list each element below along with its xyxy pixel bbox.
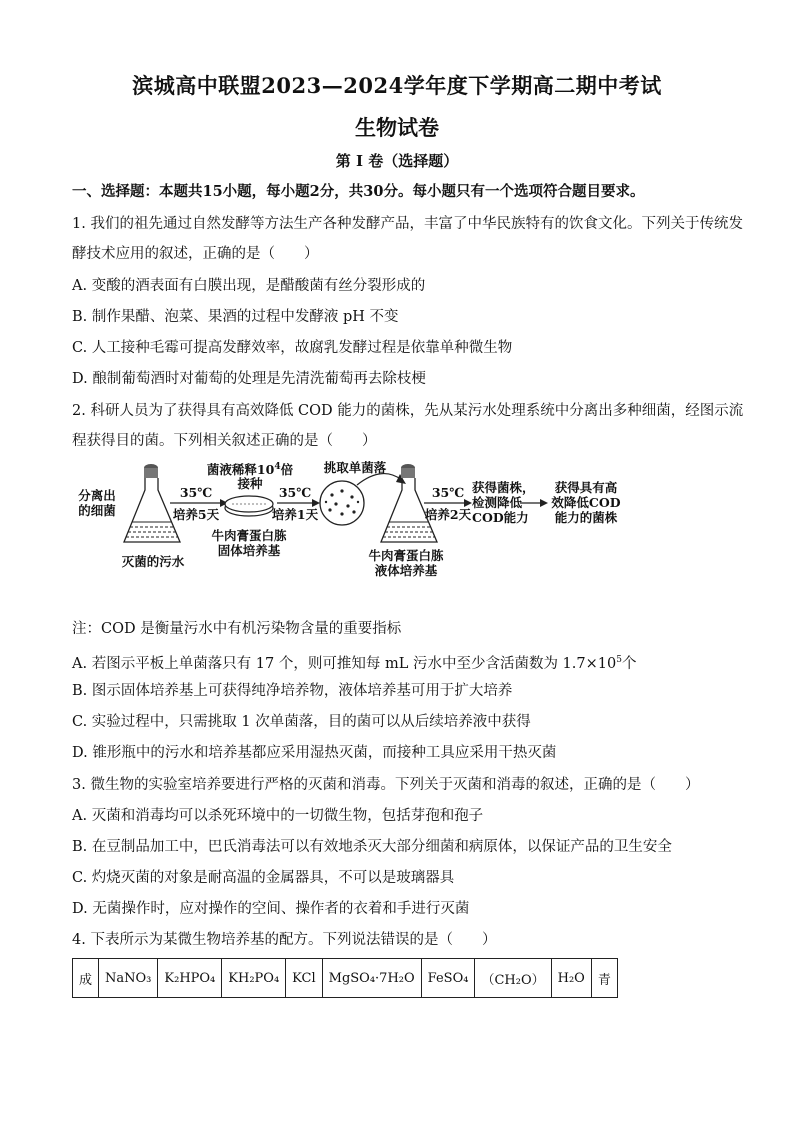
q3-option-a: A. 灭菌和消毒均可以杀死环境中的一切微生物，包括芽孢和孢子 (72, 808, 484, 824)
q1-option-b: B. 制作果醋、泡菜、果酒的过程中发酵液 pH 不变 (72, 309, 399, 325)
label-liquid-medium: 牛肉膏蛋白胨 液体培养基 (368, 548, 444, 578)
label-culture-1: 培养5天 (172, 507, 220, 522)
section-title: 第 I 卷（选择题） (335, 152, 459, 170)
label-temp-2: 35℃ (278, 485, 312, 500)
q3-option-c: C. 灼烧灭菌的对象是耐高温的金属器具，不可以是玻璃器具 (72, 870, 455, 886)
q3-option-d: D. 无菌操作时，应对操作的空间、操作者的衣着和手进行灭菌 (72, 901, 470, 917)
q2-option-d: D. 锥形瓶中的污水和培养基都应采用湿热灭菌，而接种工具应采用干热灭菌 (72, 745, 557, 761)
table-cell: KH₂PO₄ (222, 959, 286, 998)
q1-stem-line1: 1. 我们的祖先通过自然发酵等方法生产各种发酵产品，丰富了中华民族特有的饮食文化。下列关于传统发 (72, 216, 743, 232)
label-pick-colony: 挑取单菌落 (323, 460, 387, 475)
instruction: 一、选择题：本题共15小题，每小题2分，共30分。每小题只有一个选项符合题目要求。 (72, 183, 645, 200)
table-cell: （CH₂O） (475, 959, 551, 998)
table-row (73, 959, 618, 998)
q2-option-c: C. 实验过程中，只需挑取 1 次单菌落，目的菌可以从后续培养液中获得 (72, 714, 531, 730)
q1-option-d: D. 酿制葡萄酒时对葡萄的处理是先清洗葡萄再去除枝梗 (72, 371, 426, 387)
q2-note: 注：COD 是衡量污水中有机污染物含量的重要指标 (72, 621, 402, 637)
label-final-strain: 获得具有高 效降低COD 能力的菌株 (551, 480, 621, 525)
label-separated-bacteria: 分离出 的细菌 (78, 488, 116, 518)
q2-option-a: A. 若图示平板上单菌落只有 17 个，则可推知每 mL 污水中至少含活菌数为 $1.7\times 10^5$个 (72, 655, 637, 672)
label-culture-3: 培养2天 (424, 507, 472, 522)
table-cell: K₂HPO₄ (158, 959, 222, 998)
q1-option-a: A. 变酸的酒表面有白膜出现，是醋酸菌有丝分裂形成的 (72, 278, 426, 294)
colony-magnified-icon (320, 481, 364, 525)
label-inoculate: 接种 (237, 476, 263, 491)
petri-dish-icon (225, 496, 273, 516)
label-temp-3: 35℃ (431, 485, 465, 500)
q1-stem-line2: 酵技术应用的叙述，正确的是（ ） (72, 246, 319, 262)
label-culture-2: 培养1天 (271, 507, 319, 522)
label-solid-medium: 牛肉膏蛋白胨 固体培养基 (211, 528, 287, 558)
table-cell: FeSO₄ (421, 959, 475, 998)
label-temp-1: 35℃ (179, 485, 213, 500)
q3-option-b: B. 在豆制品加工中，巴氏消毒法可以有效地杀灭大部分细菌和病原体，以保证产品的卫生安全 (72, 839, 672, 855)
q4-stem: 4. 下表所示为某微生物培养基的配方。下列说法错误的是（ ） (72, 932, 497, 948)
table-cell: 成 (73, 959, 99, 998)
q4-medium-table (72, 958, 618, 998)
q2-stem-line1: 2. 科研人员为了获得具有高效降低 COD 能力的菌株，先从某污水处理系统中分离出多种细菌，经图示流 (72, 403, 744, 419)
label-obtain-detect: 获得菌株， 检测降低 COD能力 (472, 480, 535, 525)
exam-title: 滨城高中联盟2023—2024学年度下学期高二期中考试 (132, 73, 662, 98)
table-cell: H₂O (551, 959, 591, 998)
label-dilute: 菌液稀释$10^4$倍 (206, 462, 294, 478)
q1-option-c: C. 人工接种毛霉可提高发酵效率，故腐乳发酵过程是依靠单种微生物 (72, 340, 513, 356)
q2-stem-line2: 程获得目的菌。下列相关叙述正确的是（ ） (72, 433, 377, 449)
exam-subtitle: 生物试卷 (355, 115, 439, 140)
q2-option-b: B. 图示固体培养基上可获得纯净培养物，液体培养基可用于扩大培养 (72, 683, 513, 699)
table-cell: 青 (591, 959, 617, 998)
q3-stem: 3. 微生物的实验室培养要进行严格的灭菌和消毒。下列关于灭菌和消毒的叙述，正确的是（ ） (72, 777, 700, 793)
table-cell: KCl (286, 959, 322, 998)
table-cell: MgSO₄·7H₂O (322, 959, 421, 998)
table-cell: NaNO₃ (99, 959, 158, 998)
label-sterile-water: 灭菌的污水 (121, 554, 185, 569)
q2-flow-diagram (72, 460, 652, 585)
